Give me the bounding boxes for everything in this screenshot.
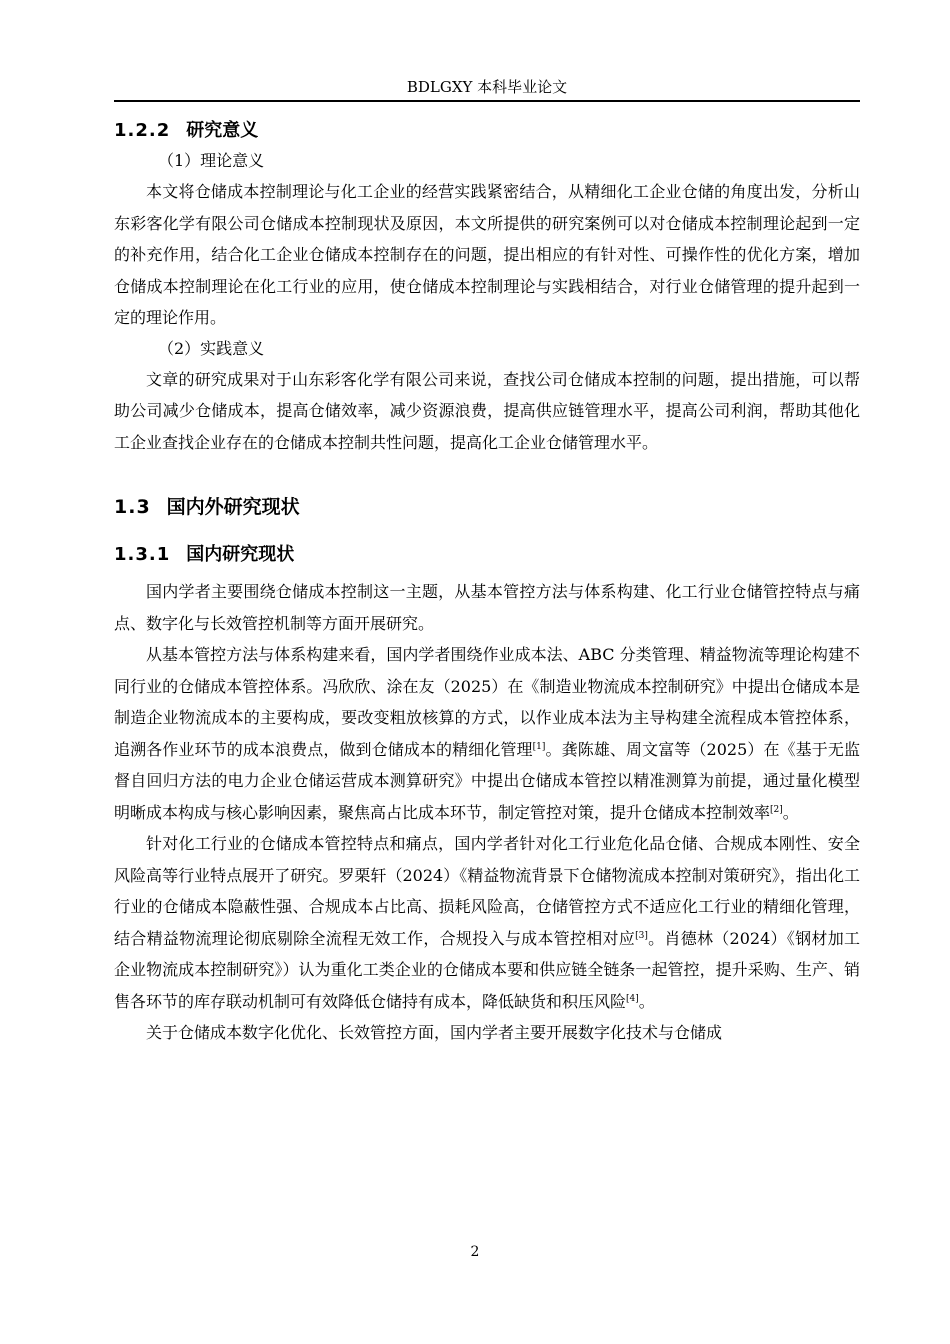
section-number: 1.2.2	[114, 120, 171, 141]
paragraph-text: 针对化工行业的仓储成本管控特点和痛点，国内学者针对化工行业危化品仓储、合规成本刚性、安全风险高等行业特点展开了研究。罗栗轩（2024）《精益物流背景下仓储物流成本控制对策研究》，指出化工行业的仓储成本隐蔽性强、合规成本占比高、损耗风险高，仓储管控方式不适应化工行业的精细化管理，结合精益物流理论彻底剔除全流程无效工作，合规投入与成本管控相对应	[114, 834, 860, 948]
section-heading-1-3-1	[114, 540, 860, 570]
section-title: 国内外研究现状	[166, 496, 300, 518]
paragraph-domestic-intro: 国内学者主要围绕仓储成本控制这一主题，从基本管控方法与体系构建、化工行业仓储管控特点与痛点、数字化与长效管控机制等方面开展研究。	[114, 582, 860, 633]
spacer	[114, 458, 860, 492]
paragraph-text: 。	[782, 802, 799, 822]
page-number: 2	[470, 1244, 480, 1260]
section-number: 1.3.1	[114, 544, 171, 565]
paragraph-text: 。龚陈雄、周文富等（2025）在《基于无监督自回归方法的电力企业仓储运营成本测算研究》中提出仓储成本管控以精准测算为前提，通过量化模型明晰成本构成与核心影响因素，聚焦高占比成本环节，制定管控对策，提升仓储成本控制效率	[114, 739, 860, 822]
paragraph-text: 从基本管控方法与体系构建来看，国内学者围绕作业成本法、ABC 分类管理、精益物流等理论构建不同行业的仓储成本管控体系。冯欣欣、涂在友（2025）在《制造业物流成本控制研究》中提出仓储成本是制造企业物流成本的主要构成，要改变粗放核算的方式，以作业成本法为主导构建全流程成本管控体系，追溯各作业环节的成本浪费点，做到仓储成本的精细化管理	[114, 645, 860, 759]
spacer	[114, 522, 860, 540]
section-heading-1-3	[114, 492, 860, 522]
citation-ref-3: [3]	[635, 930, 648, 941]
header-rule	[114, 100, 860, 102]
paragraph-text: 。	[638, 991, 655, 1011]
paragraph-text: 。肖德林（2024）《钢材加工企业物流成本控制研究》）认为重化工类企业的仓储成本要和供应链全链条一起管控，提升采购、生产、销售各环节的库存联动机制可有效降低仓储持有成本，降低缺货和积压风险	[114, 928, 860, 1011]
citation-ref-1: [1]	[532, 741, 546, 752]
section-title: 国内研究现状	[186, 544, 295, 565]
section-title: 研究意义	[186, 120, 259, 141]
page-header	[114, 76, 860, 98]
section-number: 1.3	[114, 496, 151, 518]
header-title: BDLGXY 本科毕业论文	[406, 78, 568, 96]
subheading-theory: （1）理论意义	[158, 151, 265, 170]
citation-ref-2: [2]	[770, 804, 783, 815]
page-footer	[0, 1244, 950, 1260]
page-body	[114, 116, 860, 1049]
paragraph-practice: 文章的研究成果对于山东彩客化学有限公司来说，查找公司仓储成本控制的问题，提出措施，可以帮助公司减少仓储成本，提高仓储效率，减少资源浪费，提高供应链管理水平，提高公司利润，帮助其他化工企业查找企业存在的仓储成本控制共性问题，提高化工企业仓储管理水平。	[114, 369, 860, 452]
paragraph-methods	[114, 639, 860, 828]
paragraph-chemical-industry	[114, 828, 860, 1017]
paragraph-digital: 关于仓储成本数字化优化、长效管控方面，国内学者主要开展数字化技术与仓储成	[146, 1023, 723, 1042]
citation-ref-4: [4]	[626, 993, 639, 1004]
paragraph-theory: 本文将仓储成本控制理论与化工企业的经营实践紧密结合，从精细化工企业仓储的角度出发，分析山东彩客化学有限公司仓储成本控制现状及原因，本文所提供的研究案例可以对仓储成本控制理论起到一定的补充作用，结合化工企业仓储成本控制存在的问题，提出相应的有针对性、可操作性的优化方案，增加仓储成本控制理论在化工行业的应用，使仓储成本控制理论与实践相结合，对行业仓储管理的提升起到一定的理论作用。	[114, 182, 860, 327]
subheading-practice: （2）实践意义	[158, 338, 265, 358]
section-heading-1-2-2	[114, 116, 860, 146]
